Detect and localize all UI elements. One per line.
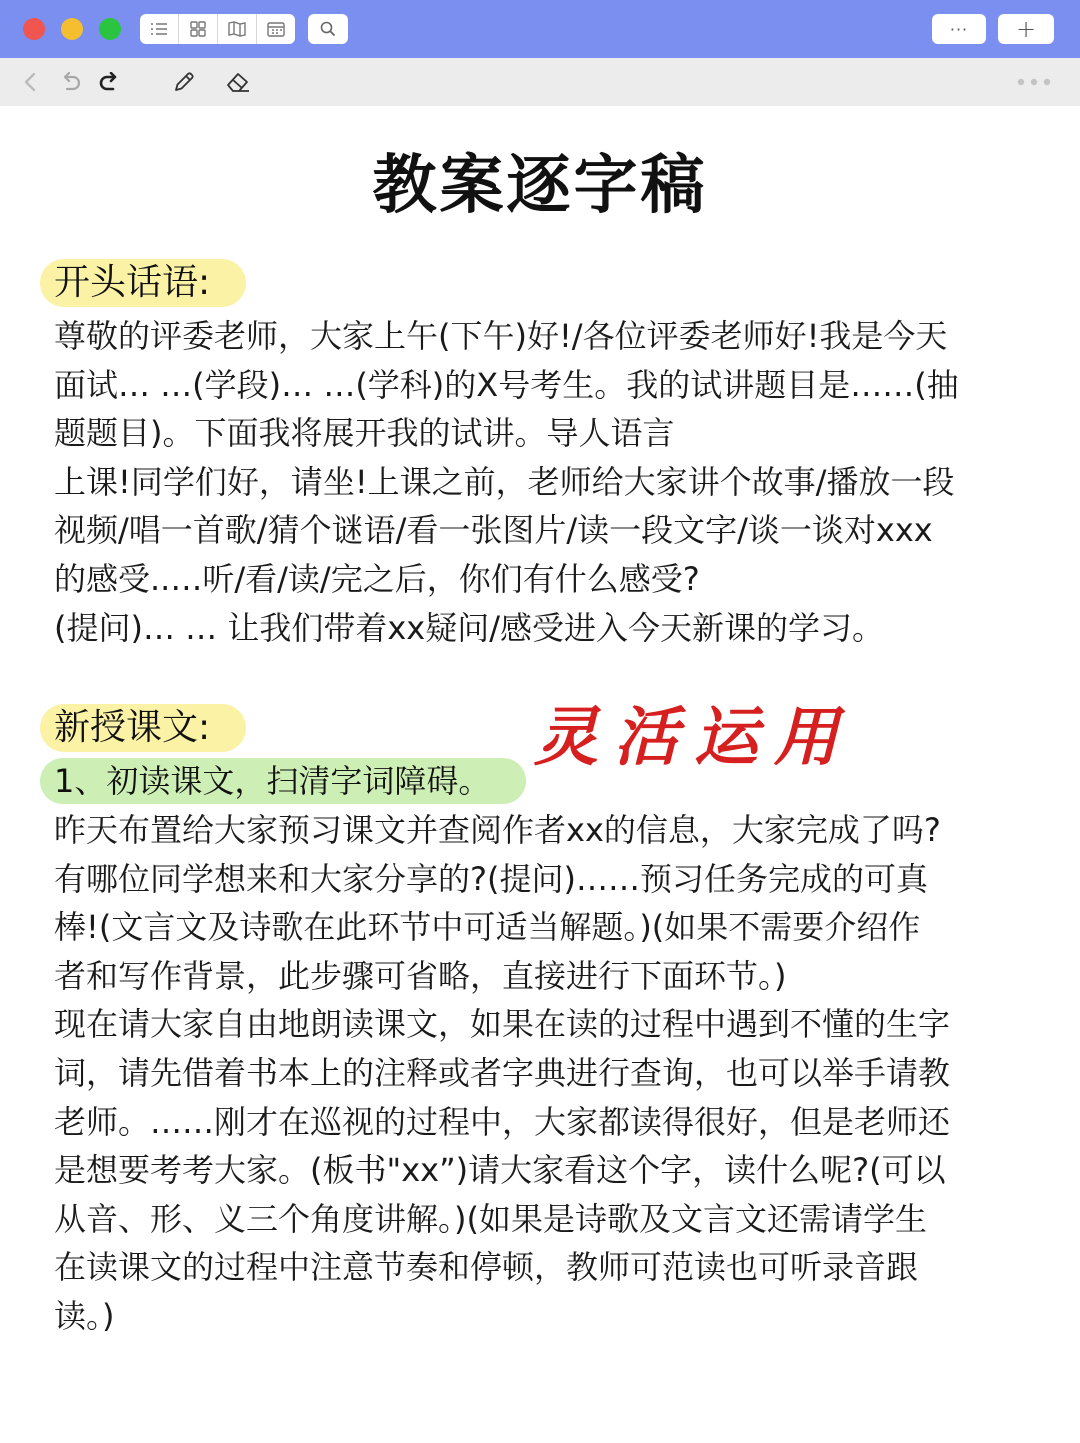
text-line: 是想要考考大家。(板书"xx”)请大家看这个字，读什么呢?(可以 — [54, 1151, 946, 1190]
more-options-button[interactable]: ··· — [932, 14, 986, 44]
text-line: 视频/唱一首歌/猜个谜语/看一张图片/读一段文字/谈一谈对xxx — [54, 511, 933, 550]
list-view-button[interactable] — [140, 14, 179, 44]
window-titlebar — [0, 0, 1080, 58]
text-line: 题题目)。下面我将展开我的试讲。导人语言 — [54, 414, 675, 453]
section-heading-opening: 开头话语: — [40, 259, 246, 307]
text-line: 老师。……刚才在巡视的过程中，大家都读得很好，但是老师还 — [54, 1102, 951, 1141]
text-line: 读。) — [54, 1296, 115, 1335]
more-icon — [1016, 78, 1052, 86]
grid-view-button[interactable] — [179, 14, 218, 44]
view-mode-segmented-control — [140, 14, 295, 44]
calendar-icon — [267, 21, 285, 37]
text-line: 昨天布置给大家预习课文并查阅作者xx的信息，大家完成了吗? — [54, 811, 941, 849]
close-window-button[interactable] — [23, 18, 45, 40]
search-button[interactable] — [308, 14, 348, 44]
redo-button[interactable] — [96, 68, 122, 96]
undo-icon — [60, 72, 82, 92]
text-line: 词，请先借着书本上的注释或者字典进行查询，也可以举手请教 — [54, 1053, 951, 1092]
grid-icon — [190, 21, 206, 37]
pencil-icon — [172, 70, 196, 94]
list-icon — [150, 22, 168, 36]
pencil-tool-button[interactable] — [170, 68, 198, 96]
text-line: 上课!同学们好，请坐!上课之前，老师给大家讲个故事/播放一段 — [54, 462, 955, 501]
text-line: 的感受..…听/看/读/完之后，你们有什么感受? — [54, 559, 700, 598]
back-button[interactable] — [18, 68, 42, 96]
toolbar-more-button[interactable] — [1014, 68, 1054, 96]
text-line: 有哪位同学想来和大家分享的?(提问)……预习任务完成的可真 — [54, 859, 928, 898]
text-line: 在读课文的过程中注意节奏和停顿，教师可范读也可听录音跟 — [54, 1248, 919, 1287]
text-line: 棒!(文言文及诗歌在此环节中可适当解题。)(如果不需要介绍作 — [54, 908, 921, 947]
minimize-window-button[interactable] — [61, 18, 83, 40]
zoom-window-button[interactable] — [99, 18, 121, 40]
text-line: 现在请大家自由地朗读课文，如果在读的过程中遇到不懂的生字 — [54, 1005, 951, 1044]
text-line: 面试… …(学段)… …(学科)的X号考生。我的试讲题目是……(抽 — [54, 365, 959, 404]
book-icon — [228, 21, 246, 37]
text-line: (提问)… … 让我们带着xx疑问/感受进入今天新课的学习。 — [54, 608, 884, 647]
editor-toolbar — [0, 58, 1080, 106]
eraser-tool-button[interactable] — [224, 68, 252, 96]
calendar-view-button[interactable] — [257, 14, 295, 44]
document-title: 教案逐字稿 — [372, 149, 708, 223]
text-line: 尊敬的评委老师，大家上午(下午)好!/各位评委老师好!我是今天 — [54, 317, 948, 355]
section-new-lesson-body — [54, 806, 1034, 1341]
redo-icon — [98, 72, 120, 92]
handwritten-stamp: 灵活运用 — [534, 700, 854, 775]
back-icon — [23, 72, 37, 92]
section-opening-body — [54, 312, 1034, 652]
document-canvas[interactable] — [0, 106, 1080, 1443]
subheading-first-reading: 1、初读课文，扫清字词障碍。 — [40, 758, 526, 804]
book-view-button[interactable] — [218, 14, 257, 44]
section-heading-new-lesson: 新授课文: — [40, 704, 246, 752]
text-line: 者和写作背景，此步骤可省略，直接进行下面环节。) — [54, 956, 787, 995]
new-document-button[interactable]: + — [998, 14, 1054, 44]
search-icon — [320, 21, 336, 37]
undo-button[interactable] — [58, 68, 84, 96]
eraser-icon — [225, 70, 251, 94]
text-line: 从音、形、义三个角度讲解。)(如果是诗歌及文言文还需请学生 — [54, 1199, 927, 1238]
